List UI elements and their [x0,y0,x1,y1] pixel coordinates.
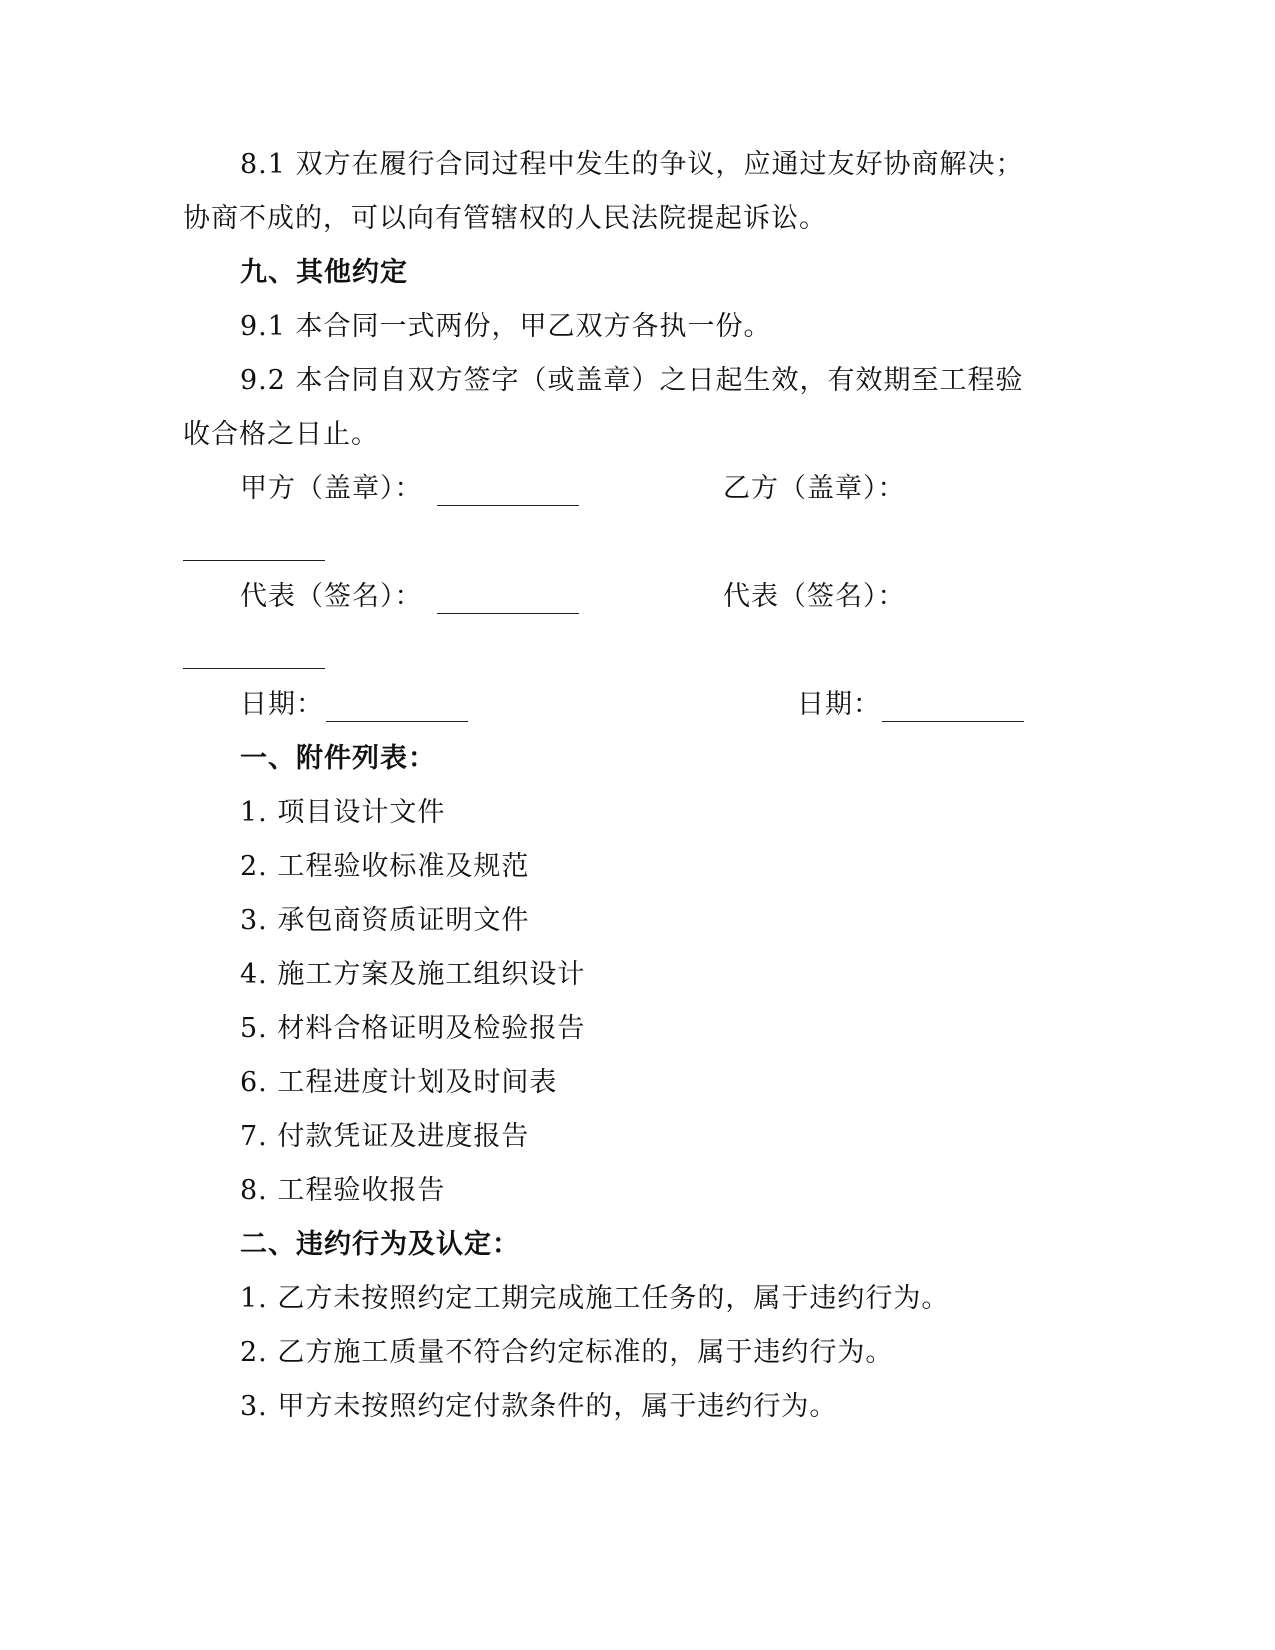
breach-item: 2. 乙方施工质量不符合约定标准的，属于违约行为。 [240,1337,894,1368]
attachment-item: 4. 施工方案及施工组织设计 [240,959,586,990]
clause-8-1-line-1: 8.1 双方在履行合同过程中发生的争议，应通过友好协商解决； [240,149,1024,180]
party-a-rep-blank [437,613,579,614]
attachment-item: 7. 付款凭证及进度报告 [240,1121,530,1152]
clause-9-2-line-1: 9.2 本合同自双方签字（或盖章）之日起生效，有效期至工程验 [240,365,1024,396]
party-b-seal-label: 乙方（盖章）： [723,473,906,504]
party-b-rep-label: 代表（签名）： [723,581,906,612]
party-a-rep-label: 代表（签名）： [240,581,423,612]
attachment-item: 8. 工程验收报告 [240,1175,446,1206]
clause-9-1: 9.1 本合同一式两份，甲乙双方各执一份。 [240,311,772,342]
attachment-item: 2. 工程验收标准及规范 [240,851,530,882]
party-b-date-label: 日期： [797,689,881,720]
breach-heading: 二、违约行为及认定： [240,1229,520,1260]
attachment-item: 1. 项目设计文件 [240,797,446,828]
attachments-heading: 一、附件列表： [240,743,436,774]
clause-9-2-line-2: 收合格之日止。 [183,419,379,450]
clause-8-1-line-2: 协商不成的，可以向有管辖权的人民法院提起诉讼。 [183,203,827,234]
party-b-date-blank [882,721,1024,722]
party-a-seal-label: 甲方（盖章）： [240,473,423,504]
attachment-item: 6. 工程进度计划及时间表 [240,1067,558,1098]
breach-item: 3. 甲方未按照约定付款条件的，属于违约行为。 [240,1391,838,1422]
attachment-item: 5. 材料合格证明及检验报告 [240,1013,586,1044]
party-a-date-blank [326,721,468,722]
party-a-date-label: 日期： [240,689,324,720]
party-a-seal-blank [437,505,579,506]
section-9-heading: 九、其他约定 [240,257,408,288]
attachment-item: 3. 承包商资质证明文件 [240,905,530,936]
breach-item: 1. 乙方未按照约定工期完成施工任务的，属于违约行为。 [240,1283,950,1314]
party-b-seal-blank [183,560,325,561]
party-b-rep-blank [183,668,325,669]
